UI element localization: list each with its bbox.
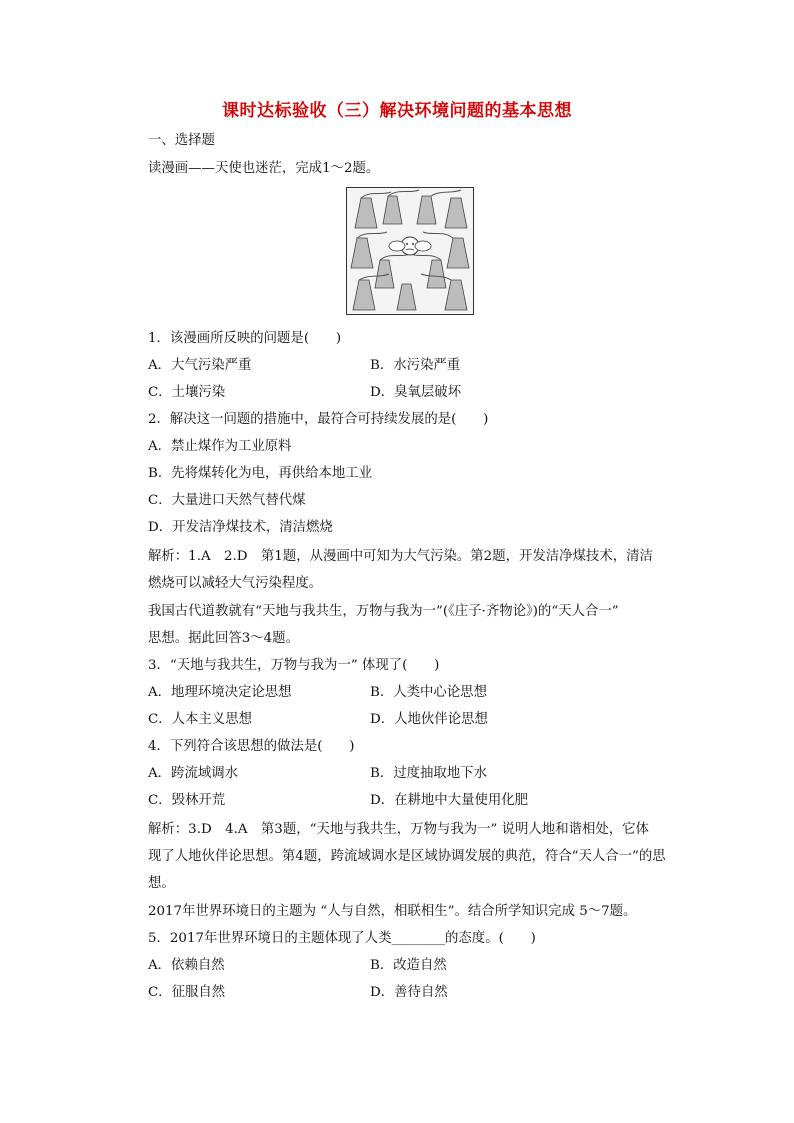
q4-option-b: B．过度抽取地下水 (370, 766, 487, 781)
q3-option-d: D．人地伙伴论思想 (370, 712, 488, 727)
q2-option-b: B．先将煤转化为电，再供给本地工业 (148, 466, 373, 481)
q5-option-a: A．依赖自然 (148, 958, 225, 973)
answer-2-line-3: 想。 (148, 876, 175, 891)
intro-2-line-1: 我国古代道教就有“天地与我共生，万物与我为一”(《庄子·齐物论》)的“天人合一” (148, 604, 619, 619)
question-1-stem: 1．该漫画所反映的问题是( ) (148, 331, 342, 346)
q4-option-c: C．毁林开荒 (148, 793, 226, 808)
question-4-stem: 4．下列符合该思想的做法是( ) (148, 739, 355, 754)
q1-option-b: B．水污染严重 (370, 358, 461, 373)
q4-option-d: D．在耕地中大量使用化肥 (370, 793, 529, 808)
question-5-stem: 5．2017年世界环境日的主题体现了人类________的态度。( ) (148, 931, 536, 946)
q1-option-a: A．大气污染严重 (148, 358, 252, 373)
answer-2-line-2: 现了人地伙伴论思想。第4题，跨流域调水是区域协调发展的典范，符合“天人合一”的思 (148, 849, 666, 864)
section-heading: 一、选择题 (148, 133, 215, 148)
q3-option-a: A．地理环境决定论思想 (148, 685, 292, 700)
intro-3: 2017年世界环境日的主题为 “人与自然，相联相生”。结合所学知识完成 5～7题。 (148, 904, 637, 919)
q5-option-c: C．征服自然 (148, 985, 226, 1000)
q3-option-c: C．人本主义思想 (148, 712, 252, 727)
q1-option-d: D．臭氧层破坏 (370, 385, 462, 400)
question-3-stem: 3．“天地与我共生，万物与我为一” 体现了( ) (148, 658, 440, 673)
q3-option-b: B．人类中心论思想 (370, 685, 487, 700)
question-2-stem: 2．解决这一问题的措施中，最符合可持续发展的是( ) (148, 412, 489, 427)
q5-option-b: B．改造自然 (370, 958, 447, 973)
answer-1-line-2: 燃烧可以减轻大气污染程度。 (148, 576, 323, 591)
q2-option-a: A．禁止煤作为工业原料 (148, 439, 292, 454)
q2-option-c: C．大量进口天然气替代煤 (148, 493, 306, 508)
intro-text: 读漫画——天使也迷茫，完成1～2题。 (148, 161, 380, 176)
page-title: 课时达标验收（三）解决环境问题的基本思想 (222, 101, 572, 121)
cartoon-factories-angel-image (347, 188, 473, 314)
cartoon-image (346, 187, 474, 315)
intro-2-line-2: 思想。据此回答3～4题。 (148, 631, 299, 646)
answer-2-line-1: 解析：3.D 4.A 第3题，“天地与我共生，万物与我为一” 说明人地和谐相处，它体 (148, 822, 649, 837)
q1-option-c: C．土壤污染 (148, 385, 226, 400)
q4-option-a: A．跨流域调水 (148, 766, 239, 781)
q2-option-d: D．开发洁净煤技术，清洁燃烧 (148, 520, 333, 535)
q5-option-d: D．善待自然 (370, 985, 448, 1000)
answer-1-line-1: 解析：1.A 2.D 第1题，从漫画中可知为大气污染。第2题，开发洁净煤技术，清洁 (148, 549, 653, 564)
